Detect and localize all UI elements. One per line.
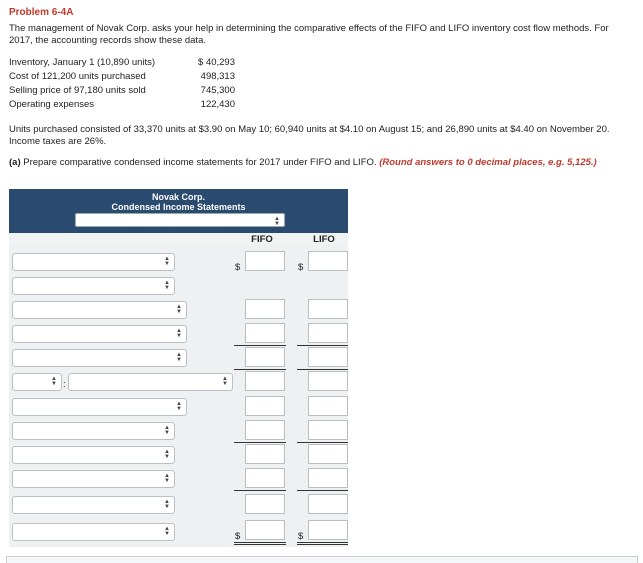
- data-label: Cost of 121,200 units purchased: [9, 71, 146, 82]
- fifo-dollar-sign: $: [235, 262, 241, 273]
- select-arrows-icon: ▲ ▼: [274, 216, 280, 227]
- column-header-row: [9, 233, 348, 245]
- fifo-subtotal-line: [234, 490, 286, 491]
- fifo-amount-input[interactable]: [245, 494, 285, 514]
- data-value: $ 40,293: [198, 57, 235, 68]
- problem-intro: The management of Novak Corp. asks your help in determining the comparative effects of the FIFO and LIFO inventory cost flow methods. For 2017, the accounting records show these data.: [9, 23, 609, 46]
- lifo-amount-input[interactable]: [308, 396, 348, 416]
- fifo-amount-input[interactable]: [245, 396, 285, 416]
- lifo-amount-input[interactable]: [308, 347, 348, 367]
- select-arrows-icon: ▲ ▼: [164, 256, 170, 267]
- lifo-subtotal-line: [297, 442, 348, 443]
- fifo-amount-input[interactable]: [245, 323, 285, 343]
- line-item-select[interactable]: [12, 523, 175, 541]
- lifo-double-underline: [297, 542, 348, 543]
- select-arrows-icon: ▲ ▼: [176, 401, 182, 412]
- select-arrows-icon: ▲ ▼: [164, 473, 170, 484]
- lifo-amount-input[interactable]: [308, 251, 348, 271]
- fifo-double-underline: [234, 544, 286, 545]
- select-arrows-icon: ▲ ▼: [176, 304, 182, 315]
- lifo-amount-input[interactable]: [308, 520, 348, 540]
- heading-period-select[interactable]: [75, 213, 285, 227]
- part-a-text: Prepare comparative condensed income statements for 2017 under FIFO and LIFO.: [23, 157, 377, 168]
- fifo-dollar-sign: $: [235, 531, 241, 542]
- lifo-amount-input[interactable]: [308, 299, 348, 319]
- lifo-subtotal-line: [297, 369, 348, 370]
- select-arrows-icon: ▲ ▼: [51, 376, 57, 387]
- part-a-instructions: [9, 157, 634, 169]
- fifo-amount-input[interactable]: [245, 420, 285, 440]
- line-item-select[interactable]: [12, 277, 175, 295]
- lifo-amount-input[interactable]: [308, 468, 348, 488]
- select-arrows-icon: ▲ ▼: [222, 376, 228, 387]
- lifo-dollar-sign: $: [298, 531, 304, 542]
- next-section-edge: [6, 556, 638, 563]
- fifo-amount-input[interactable]: [245, 444, 285, 464]
- line-item-prefix-select[interactable]: [12, 373, 62, 391]
- lifo-subtotal-line: [297, 345, 348, 346]
- lifo-amount-input[interactable]: [308, 444, 348, 464]
- lifo-amount-input[interactable]: [308, 371, 348, 391]
- data-value: 498,313: [200, 71, 235, 82]
- fifo-subtotal-line: [234, 369, 286, 370]
- lifo-amount-input[interactable]: [308, 494, 348, 514]
- lifo-dollar-sign: $: [298, 262, 304, 273]
- label-colon: :: [63, 379, 66, 390]
- data-label: Operating expenses: [9, 99, 95, 110]
- lifo-double-underline: [297, 544, 348, 545]
- line-item-select[interactable]: [68, 373, 233, 391]
- select-arrows-icon: ▲ ▼: [164, 499, 170, 510]
- data-value: 745,300: [200, 85, 235, 96]
- lifo-amount-input[interactable]: [308, 323, 348, 343]
- line-item-select[interactable]: [12, 398, 187, 416]
- lifo-amount-input[interactable]: [308, 420, 348, 440]
- fifo-amount-input[interactable]: [245, 299, 285, 319]
- select-arrows-icon: ▲ ▼: [176, 352, 182, 363]
- data-label: Inventory, January 1 (10,890 units): [9, 57, 156, 68]
- select-arrows-icon: ▲ ▼: [164, 425, 170, 436]
- data-value: 122,430: [200, 99, 235, 110]
- part-a-label: (a): [9, 157, 21, 168]
- column-header-lifo: LIFO: [313, 234, 335, 245]
- rounding-note: (Round answers to 0 decimal places, e.g. 5,125.): [379, 157, 597, 168]
- problem-title: Problem 6-4A: [9, 7, 74, 18]
- line-item-select[interactable]: [12, 422, 175, 440]
- select-arrows-icon: ▲ ▼: [164, 526, 170, 537]
- data-label: Selling price of 97,180 units sold: [9, 85, 146, 96]
- line-item-select[interactable]: [12, 349, 187, 367]
- purchases-text: Units purchased consisted of 33,370 units at $3.90 on May 10; 60,940 units at $4.10 on August 15; and 26,890 units at $4.40 on November 20. Income taxes are 26%.: [9, 124, 610, 147]
- line-item-select[interactable]: [12, 325, 187, 343]
- line-item-select[interactable]: [12, 253, 175, 271]
- fifo-subtotal-line: [234, 345, 286, 346]
- select-arrows-icon: ▲ ▼: [164, 280, 170, 291]
- column-header-fifo: FIFO: [251, 234, 273, 245]
- lifo-subtotal-line: [297, 490, 348, 491]
- fifo-amount-input[interactable]: [245, 347, 285, 367]
- select-arrows-icon: ▲ ▼: [176, 328, 182, 339]
- fifo-subtotal-line: [234, 442, 286, 443]
- line-item-select[interactable]: [12, 496, 175, 514]
- fifo-amount-input[interactable]: [245, 251, 285, 271]
- company-name: Novak Corp.: [151, 192, 205, 202]
- select-arrows-icon: ▲ ▼: [164, 449, 170, 460]
- line-item-select[interactable]: [12, 470, 175, 488]
- line-item-select[interactable]: [12, 446, 175, 464]
- fifo-amount-input[interactable]: [245, 520, 285, 540]
- fifo-amount-input[interactable]: [245, 468, 285, 488]
- fifo-double-underline: [234, 542, 286, 543]
- fifo-amount-input[interactable]: [245, 371, 285, 391]
- statement-title: Condensed Income Statements: [111, 202, 246, 212]
- line-item-select[interactable]: [12, 301, 187, 319]
